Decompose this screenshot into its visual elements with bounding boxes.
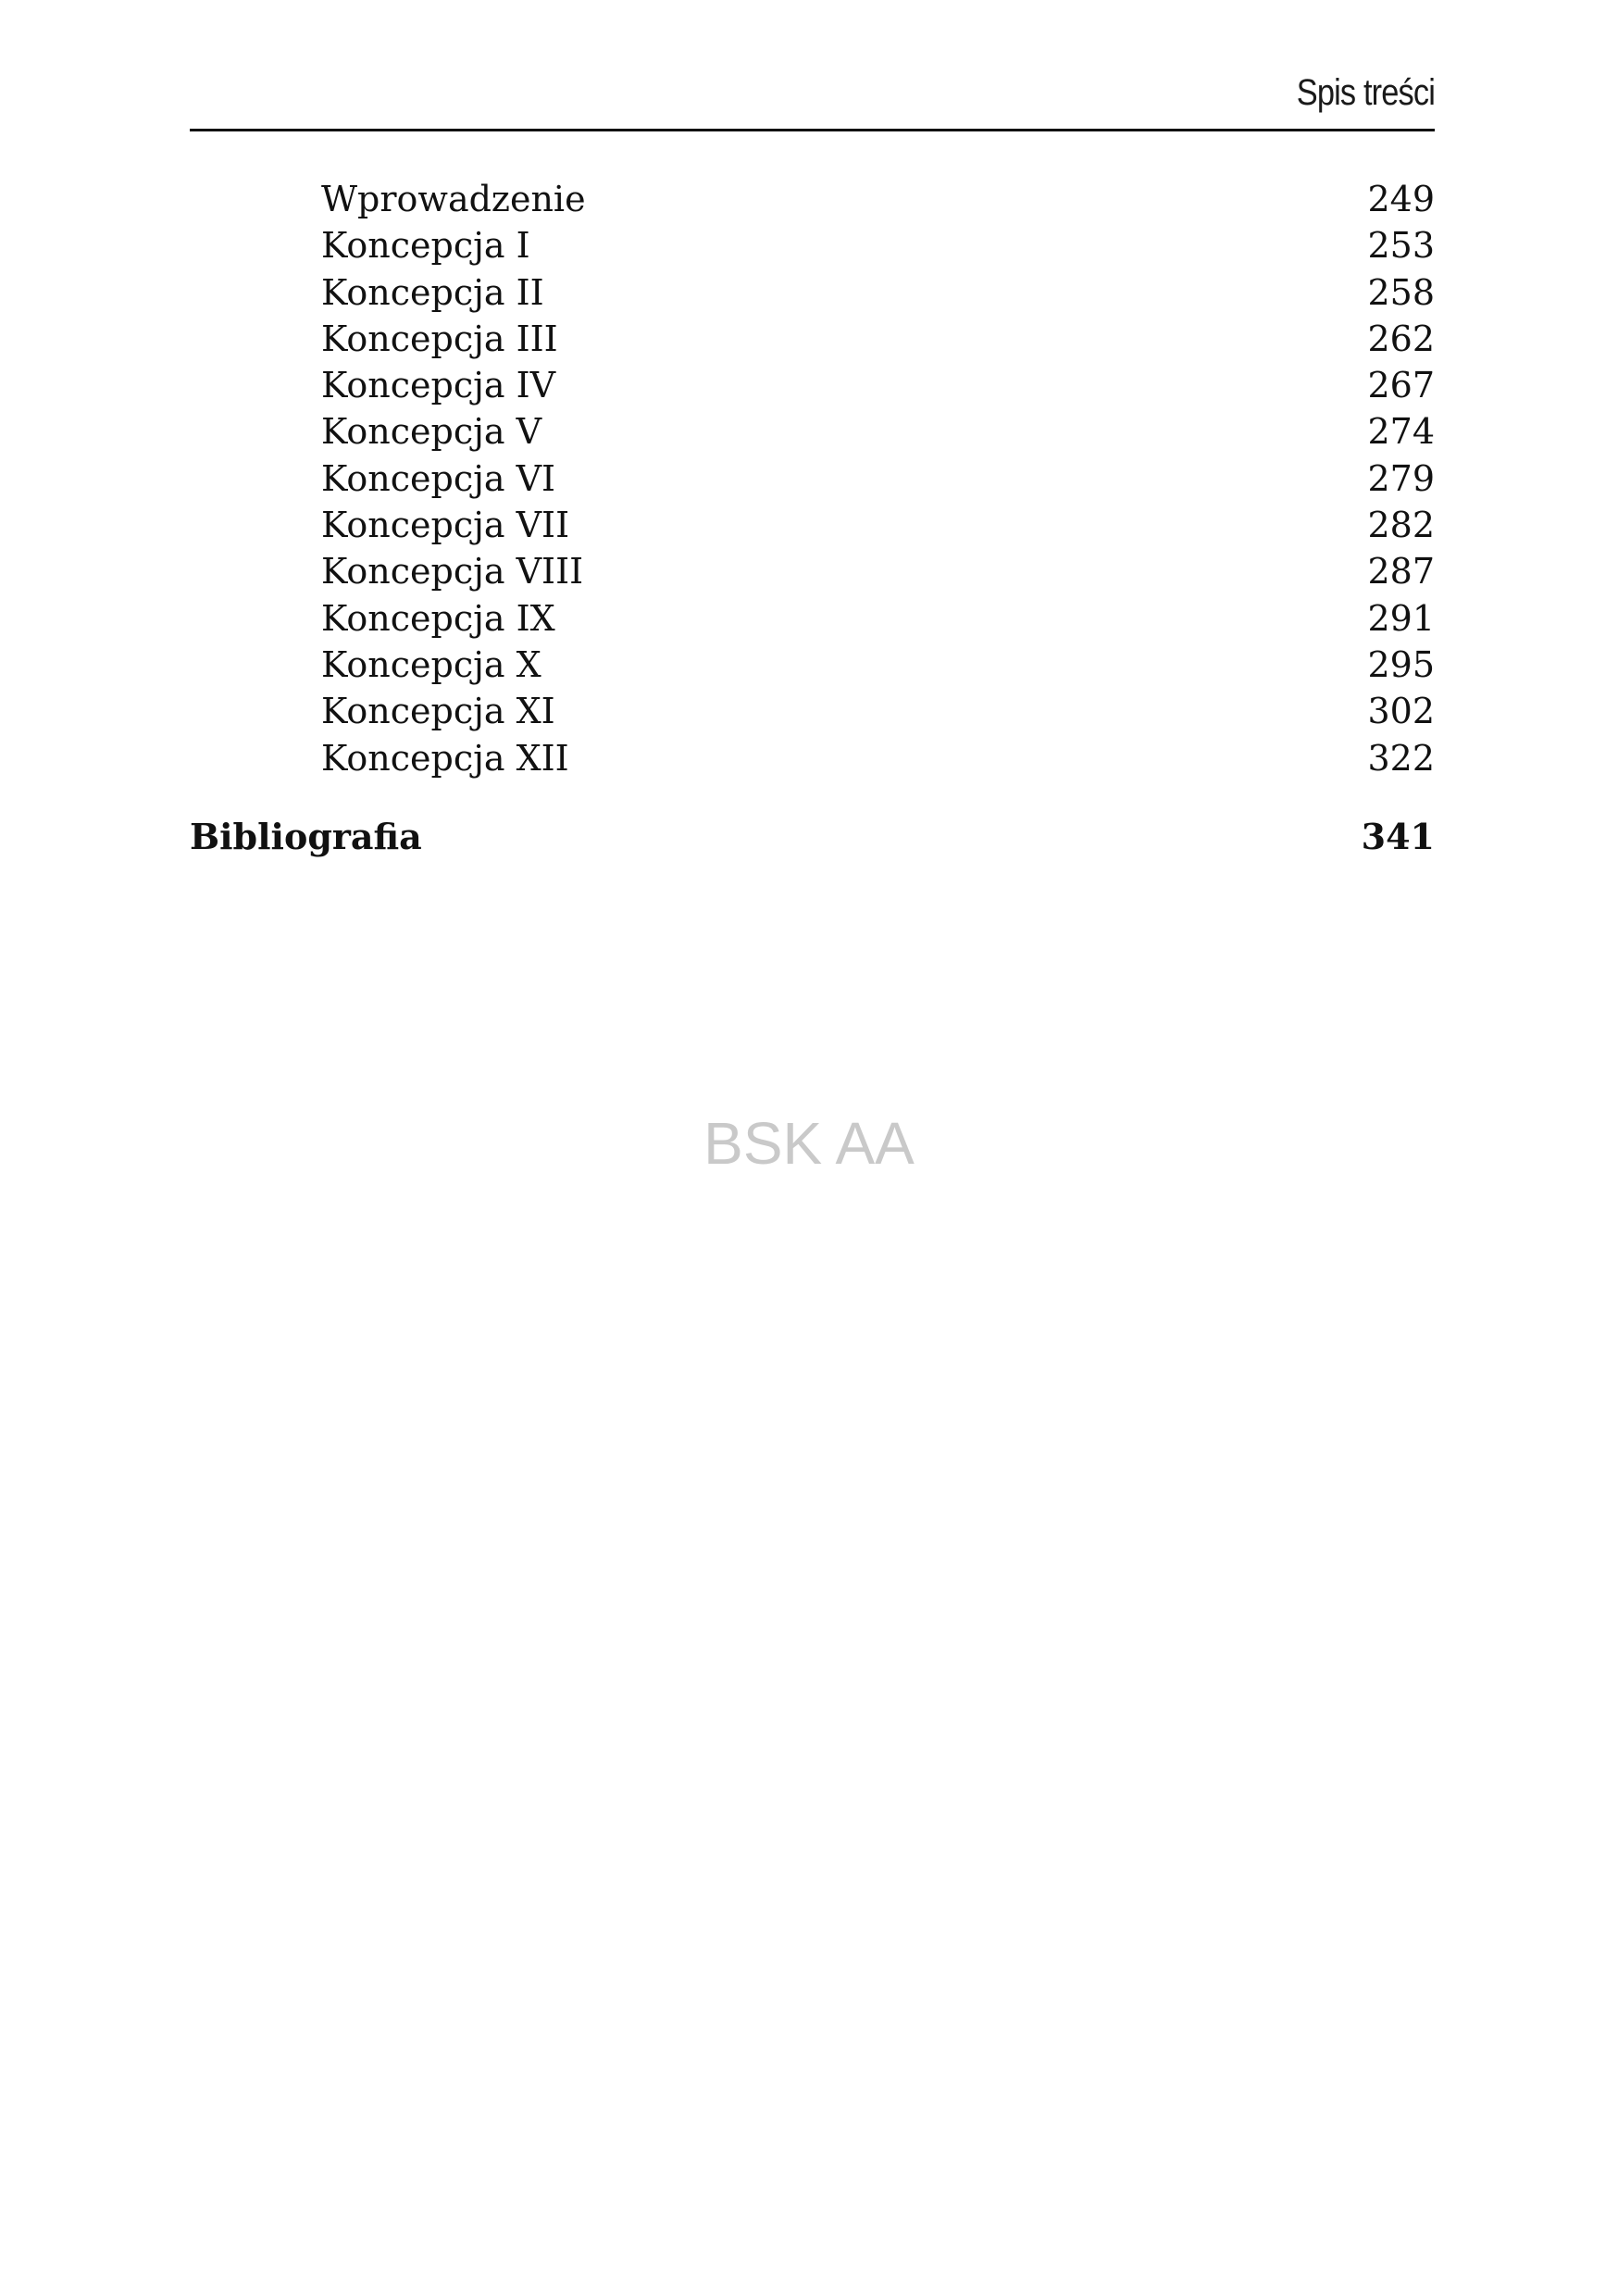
toc-entry-title: Koncepcja IV <box>321 365 556 406</box>
table-of-contents <box>190 176 1435 860</box>
toc-entry-title: Bibliografia <box>190 815 422 857</box>
toc-entry-page: 249 <box>1367 179 1435 219</box>
toc-entry-page: 253 <box>1367 225 1435 267</box>
toc-entry-page: 341 <box>1361 815 1435 857</box>
header-rule <box>190 129 1435 131</box>
toc-entry-page: 258 <box>1367 271 1435 313</box>
toc-entry-koncepcja-8[interactable] <box>190 548 1435 594</box>
toc-entry-page: 282 <box>1367 505 1435 546</box>
toc-entry-page: 262 <box>1367 318 1435 359</box>
toc-entry-bibliografia[interactable] <box>190 814 1435 860</box>
toc-entry-page: 279 <box>1367 457 1435 499</box>
toc-entry-title: Koncepcja VIII <box>321 551 584 593</box>
toc-entry-title: Koncepcja X <box>321 643 541 685</box>
toc-entry-title: Koncepcja XI <box>321 691 555 732</box>
toc-entry-koncepcja-6[interactable] <box>190 455 1435 502</box>
toc-entry-page: 322 <box>1367 737 1435 779</box>
toc-entry-koncepcja-10[interactable] <box>190 642 1435 688</box>
toc-entry-koncepcja-2[interactable] <box>190 269 1435 316</box>
toc-entry-koncepcja-5[interactable] <box>190 408 1435 455</box>
running-header: Spis treści <box>1296 72 1435 113</box>
toc-entry-koncepcja-7[interactable] <box>190 502 1435 548</box>
toc-entry-page: 287 <box>1367 551 1435 593</box>
toc-entry-title: Koncepcja VI <box>321 457 556 499</box>
toc-entry-page: 302 <box>1367 691 1435 732</box>
watermark: BSK AA <box>703 1110 915 1177</box>
toc-entry-page: 291 <box>1367 597 1435 639</box>
toc-entry-koncepcja-1[interactable] <box>190 222 1435 268</box>
toc-entry-title: Koncepcja VII <box>321 505 570 546</box>
toc-entry-koncepcja-4[interactable] <box>190 362 1435 408</box>
toc-entry-koncepcja-9[interactable] <box>190 595 1435 642</box>
toc-entry-title: Koncepcja II <box>321 271 544 313</box>
toc-entry-title: Wprowadzenie <box>321 179 586 219</box>
toc-entry-page: 295 <box>1367 643 1435 685</box>
toc-entry-title: Koncepcja I <box>321 225 530 267</box>
toc-entry-title: Koncepcja III <box>321 318 558 359</box>
toc-entry-koncepcja-11[interactable] <box>190 688 1435 734</box>
toc-entry-page: 274 <box>1367 411 1435 453</box>
toc-entry-title: Koncepcja XII <box>321 737 569 779</box>
toc-entry-koncepcja-12[interactable] <box>190 735 1435 781</box>
toc-entry-page: 267 <box>1367 365 1435 406</box>
toc-entry-title: Koncepcja V <box>321 411 542 453</box>
toc-entry-koncepcja-3[interactable] <box>190 316 1435 362</box>
toc-entry-title: Koncepcja IX <box>321 597 555 639</box>
toc-entry-wprowadzenie[interactable] <box>190 176 1435 222</box>
